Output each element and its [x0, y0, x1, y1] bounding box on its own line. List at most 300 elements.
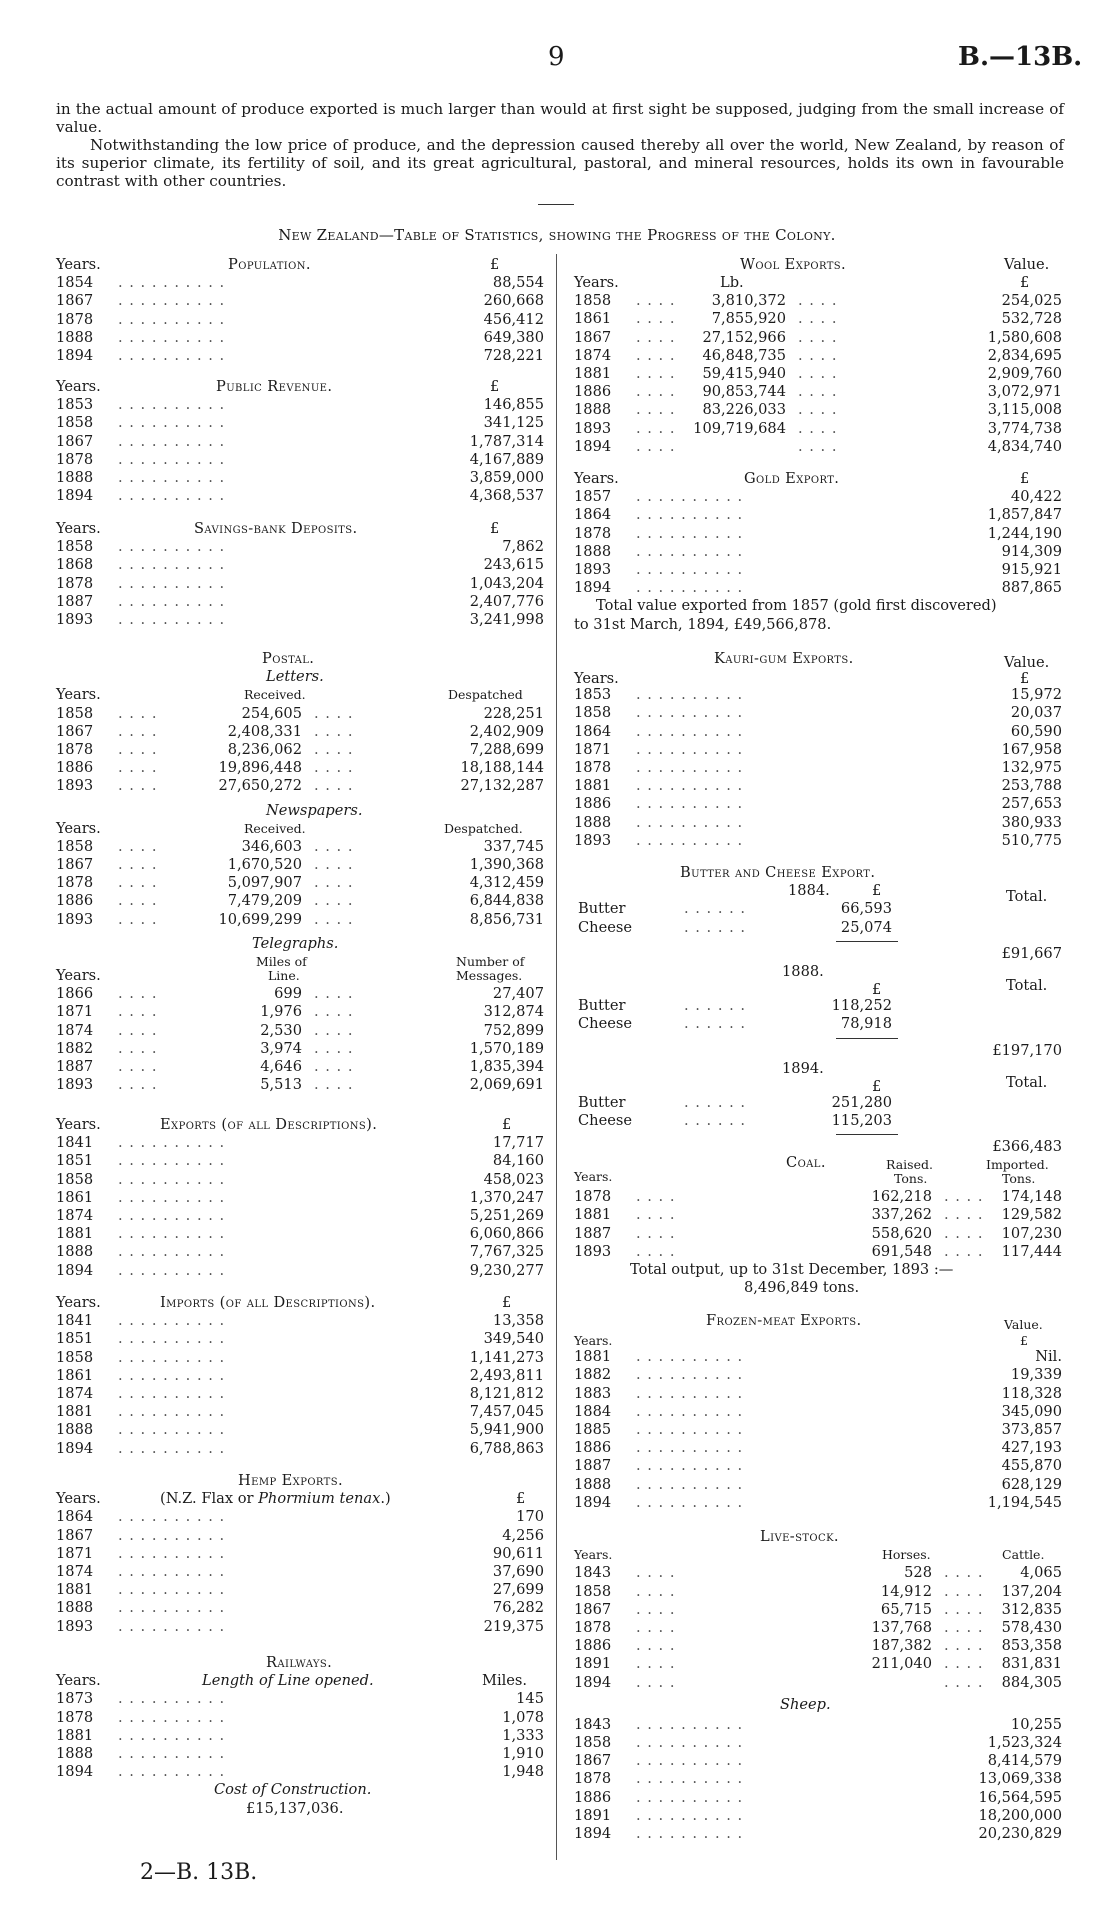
section-title: Butter and Cheese Export. — [680, 864, 876, 881]
leader-dots: . . . . . . . . . . — [636, 1770, 744, 1788]
year-cell: 1841 — [56, 1312, 94, 1330]
leader-dots: . . . . . . . . . . — [118, 1581, 226, 1599]
first-value-cell: 10,699,299 — [218, 910, 302, 928]
first-value-cell: 699 — [274, 985, 302, 1003]
total-row — [574, 1034, 1062, 1059]
table-row — [574, 1583, 1062, 1601]
value-cell: 649,380 — [483, 328, 544, 346]
value-cell: 243,615 — [483, 556, 544, 574]
years-label: Years. — [56, 819, 101, 837]
leader-dots: . . . . . . . . . . — [118, 468, 226, 486]
group-year: 1894. — [782, 1059, 824, 1077]
value-cell: 1,244,190 — [987, 524, 1062, 542]
year-cell: 1881 — [56, 1581, 94, 1599]
first-value-cell: 211,040 — [871, 1655, 932, 1673]
year-cell: 1871 — [56, 1544, 94, 1562]
leader-dots: . . . . . . . . . . — [636, 1493, 744, 1511]
year-cell: 1878 — [56, 450, 94, 468]
leader-dots: . . . . — [314, 892, 354, 910]
year-cell: 1887 — [574, 1457, 612, 1475]
second-value-cell: 6,844,838 — [469, 892, 544, 910]
value-cell: 15,972 — [1010, 686, 1062, 704]
unit-label: £ — [502, 1294, 512, 1311]
first-value-cell: 691,548 — [871, 1242, 932, 1260]
year-cell: 1858 — [56, 704, 94, 722]
year-cell: 1874 — [56, 1021, 94, 1039]
year-cell: 1883 — [574, 1384, 612, 1402]
second-value-cell: 137,204 — [1001, 1582, 1062, 1600]
table-row — [574, 1716, 1062, 1734]
leader-dots: . . . . . . . . . . — [636, 1384, 744, 1402]
year-cell: 1888 — [56, 1599, 94, 1617]
second-value-cell: 228,251 — [483, 704, 544, 722]
years-label: Years. — [574, 470, 619, 487]
group-header — [574, 963, 1062, 981]
hemp-rows — [56, 1508, 544, 1635]
value-cell: 456,412 — [483, 310, 544, 328]
value-label: Value. — [1004, 654, 1050, 671]
frozen-meat-subheader — [574, 1330, 1062, 1349]
newspapers-rows — [56, 838, 544, 929]
group-year: 1884. — [788, 882, 830, 900]
leader-dots: . . . . — [636, 383, 676, 401]
year-cell: 1882 — [574, 1366, 612, 1384]
value-cell: 1,194,545 — [987, 1493, 1062, 1511]
leader-dots: . . . . . . . . . . — [118, 414, 226, 432]
leader-dots: . . . . — [944, 1582, 984, 1600]
value-cell: 3,241,998 — [469, 610, 544, 628]
leader-dots: . . . . — [944, 1242, 984, 1260]
leader-dots: . . . . . . . . . . — [636, 488, 744, 506]
year-cell: 1888 — [574, 401, 612, 419]
table-row — [574, 1770, 1062, 1788]
section-header — [574, 470, 1062, 488]
leader-dots: . . . . . . . . . . — [118, 1544, 226, 1562]
year-cell: 1894 — [56, 1763, 94, 1781]
table-row — [574, 365, 1062, 383]
table-row — [56, 1581, 544, 1599]
table-row — [574, 1385, 1062, 1403]
leader-dots: . . . . — [944, 1600, 984, 1618]
total-row — [574, 1130, 1062, 1156]
section-title: Coal. — [786, 1154, 826, 1171]
messages-sub-label: Messages. — [456, 968, 523, 983]
total-rule — [836, 1134, 898, 1135]
first-value-cell: 65,715 — [880, 1600, 932, 1618]
first-value-cell: 83,226,033 — [702, 401, 786, 419]
value-cell: 1,333 — [502, 1726, 544, 1744]
table-row — [574, 741, 1062, 759]
table-row — [56, 1207, 544, 1225]
table-row — [574, 488, 1062, 506]
table-row — [574, 1476, 1062, 1494]
leader-dots: . . . . — [118, 1003, 158, 1021]
year-cell: 1861 — [56, 1188, 94, 1206]
leader-dots: . . . . . . . . . . — [118, 1330, 226, 1348]
leader-dots: . . . . — [798, 310, 838, 328]
table-row — [574, 347, 1062, 365]
leader-dots: . . . . . . . . . . — [636, 704, 744, 722]
value-cell: 345,090 — [1001, 1402, 1062, 1420]
table-row — [574, 1206, 1062, 1224]
messages-label: Number of — [456, 954, 525, 969]
leader-dots: . . . . . . . . . . — [636, 542, 744, 560]
unit-label: £ — [490, 378, 500, 395]
leader-dots: . . . . . . . . . . — [118, 1708, 226, 1726]
first-value-cell: 27,650,272 — [218, 777, 302, 795]
footer-reference: 2—B. 13B. — [140, 1860, 258, 1885]
year-cell: 1864 — [574, 722, 612, 740]
first-value-cell: 14,912 — [880, 1582, 932, 1600]
second-value-cell: 18,188,144 — [460, 759, 544, 777]
value-cell: 84,160 — [492, 1152, 544, 1170]
line-label: Line. — [268, 968, 300, 983]
table-row — [56, 469, 544, 487]
value-cell: 510,775 — [1001, 831, 1062, 849]
table-row — [56, 556, 544, 574]
leader-dots: . . . . — [118, 1021, 158, 1039]
year-cell: 1867 — [56, 722, 94, 740]
table-row — [574, 723, 1062, 741]
leader-dots: . . . . — [636, 437, 676, 455]
value-cell: 40,422 — [1010, 488, 1062, 506]
value-cell: 16,564,595 — [978, 1788, 1062, 1806]
year-cell: 1888 — [56, 1421, 94, 1439]
value-cell: 1,857,847 — [987, 506, 1062, 524]
hemp-subtitle-suffix: .) — [380, 1490, 391, 1508]
year-cell: 1878 — [56, 874, 94, 892]
first-value-cell: 337,262 — [871, 1206, 932, 1224]
year-cell: 1871 — [574, 740, 612, 758]
leader-dots: . . . . . . . . . . — [636, 1439, 744, 1457]
leader-dots: . . . . — [798, 401, 838, 419]
leader-dots: . . . . — [636, 1600, 676, 1618]
savings-bank-section — [56, 520, 544, 629]
year-cell: 1878 — [56, 1708, 94, 1726]
first-value-cell: 59,415,940 — [702, 364, 786, 382]
leader-dots: . . . . — [118, 837, 158, 855]
second-value-cell: 312,835 — [1001, 1600, 1062, 1618]
butter-cheese-groups — [574, 882, 1062, 1156]
year-cell: 1858 — [574, 1734, 612, 1752]
year-cell: 1894 — [56, 1261, 94, 1279]
leader-dots: . . . . . . . . . . — [118, 1206, 226, 1224]
kauri-rows — [574, 686, 1062, 850]
table-row — [56, 705, 544, 723]
table-row — [574, 1494, 1062, 1512]
cheese-label: Cheese — [578, 918, 632, 936]
value-cell: 5,251,269 — [469, 1206, 544, 1224]
leader-dots: . . . . . . . . . . — [118, 1403, 226, 1421]
year-cell: 1878 — [574, 758, 612, 776]
butter-row — [574, 997, 1062, 1015]
year-cell: 1858 — [56, 414, 94, 432]
table-row — [574, 401, 1062, 419]
table-row — [574, 1601, 1062, 1619]
value-cell: 887,865 — [1001, 579, 1062, 597]
leader-dots: . . . . . . . . . . — [118, 1243, 226, 1261]
table-row — [574, 704, 1062, 722]
leader-dots: . . . . . . . . . . — [118, 1617, 226, 1635]
leader-dots: . . . . — [944, 1206, 984, 1224]
leader-dots: . . . . . . . . . . — [118, 1170, 226, 1188]
table-row — [574, 1188, 1062, 1206]
first-value-cell: 254,605 — [241, 704, 302, 722]
butter-value: 251,280 — [831, 1093, 892, 1111]
leader-dots: . . . . — [314, 856, 354, 874]
butter-value: 118,252 — [831, 997, 892, 1015]
leader-dots: . . . . — [314, 837, 354, 855]
value-cell: 6,060,866 — [469, 1225, 544, 1243]
table-row — [574, 1564, 1062, 1582]
years-label: Years. — [56, 520, 101, 537]
leader-dots: . . . . . . . . . . — [636, 1420, 744, 1438]
unit-label: £ — [872, 1077, 882, 1095]
second-value-cell: 532,728 — [1001, 310, 1062, 328]
first-value-cell: 558,620 — [871, 1224, 932, 1242]
value-cell: 37,690 — [492, 1562, 544, 1580]
section-title: Public Revenue. — [216, 378, 333, 395]
leader-dots: . . . . . . . . . . — [636, 1457, 744, 1475]
hemp-subtitle — [160, 1490, 391, 1508]
kauri-section — [574, 650, 1062, 850]
value-cell: 341,125 — [483, 414, 544, 432]
year-cell: 1864 — [56, 1508, 94, 1526]
year-cell: 1874 — [574, 346, 612, 364]
year-cell: 1867 — [56, 292, 94, 310]
leader-dots: . . . . — [636, 1206, 676, 1224]
miles-label: Miles of — [256, 954, 307, 969]
sheep-subtitle: Sheep. — [780, 1695, 831, 1713]
table-row — [56, 1563, 544, 1581]
letters-subtitle: Letters. — [266, 668, 324, 686]
table-row — [574, 543, 1062, 561]
leader-dots: . . . . — [636, 364, 676, 382]
unit-label: £ — [1020, 274, 1030, 292]
years-label: Years. — [56, 686, 101, 704]
leader-dots: . . . . — [118, 1057, 158, 1075]
leader-dots: . . . . . . . . . . — [636, 1734, 744, 1752]
leader-dots: . . . . . . . . . . — [636, 1402, 744, 1420]
years-label: Years. — [56, 378, 101, 395]
section-title: Hemp Exports. — [238, 1472, 344, 1489]
second-value-cell: 884,305 — [1001, 1673, 1062, 1691]
second-value-cell: 4,834,740 — [987, 437, 1062, 455]
table-row — [574, 759, 1062, 777]
leader-dots: . . . . — [944, 1655, 984, 1673]
year-cell: 1893 — [574, 419, 612, 437]
table-row — [574, 1734, 1062, 1752]
public-revenue-section — [56, 378, 544, 505]
group-year: 1888. — [782, 962, 824, 980]
leader-dots: . . . . . . . . . . — [636, 777, 744, 795]
wool-subheader — [574, 274, 1062, 292]
year-cell: 1888 — [56, 1744, 94, 1762]
leader-dots: . . . . . . . . . . — [636, 524, 744, 542]
livestock-section — [574, 1528, 1062, 1843]
livestock-header — [574, 1546, 1062, 1564]
value-cell: Nil. — [1035, 1348, 1062, 1366]
cheese-label: Cheese — [578, 1112, 632, 1130]
table-row — [56, 1189, 544, 1207]
year-cell: 1867 — [574, 328, 612, 346]
year-cell: 1853 — [56, 396, 94, 414]
value-cell: 4,256 — [502, 1526, 544, 1544]
total-row — [574, 937, 1062, 962]
wool-rows — [574, 292, 1062, 456]
leader-dots: . . . . . . . . . . — [118, 556, 226, 574]
year-cell: 1854 — [56, 274, 94, 292]
unit-label: £ — [872, 981, 882, 999]
unit-label: £ — [872, 882, 882, 900]
table-row — [56, 1152, 544, 1170]
frozen-meat-section — [574, 1312, 1062, 1512]
second-value-cell: 27,132,287 — [460, 777, 544, 795]
leader-dots: . . . . — [798, 419, 838, 437]
table-row — [56, 1022, 544, 1040]
leader-dots: . . . . — [118, 910, 158, 928]
value-cell: 349,540 — [483, 1330, 544, 1348]
table-row — [574, 795, 1062, 813]
gold-note-2: to 31st March, 1894, £49,566,878. — [574, 615, 832, 633]
leader-dots: . . . . — [636, 346, 676, 364]
table-row — [56, 777, 544, 795]
received-label: Received. — [244, 820, 306, 836]
table-row — [56, 892, 544, 910]
value-cell: 17,717 — [492, 1134, 544, 1152]
year-cell: 1853 — [574, 686, 612, 704]
value-cell: 2,493,811 — [469, 1366, 544, 1384]
year-cell: 1858 — [56, 1170, 94, 1188]
year-cell: 1888 — [56, 328, 94, 346]
second-value-cell: 8,856,731 — [469, 910, 544, 928]
leader-dots: . . . . . . . . . . — [636, 758, 744, 776]
table-row — [574, 383, 1062, 401]
table-row — [56, 1171, 544, 1189]
table-row — [56, 985, 544, 1003]
section-title: Exports (of all Descriptions). — [160, 1116, 378, 1133]
leader-dots: . . . . — [118, 985, 158, 1003]
value-cell: 132,975 — [1001, 758, 1062, 776]
table-row — [56, 856, 544, 874]
year-cell: 1841 — [56, 1134, 94, 1152]
year-cell: 1888 — [56, 1243, 94, 1261]
year-cell: 1886 — [574, 1788, 612, 1806]
horses-label: Horses. — [882, 1547, 931, 1563]
value-cell: 728,221 — [483, 346, 544, 364]
section-title: Savings-bank Deposits. — [194, 520, 358, 537]
total-rule — [836, 1038, 898, 1039]
cheese-value: 115,203 — [831, 1112, 892, 1130]
section-header — [56, 378, 544, 396]
leader-dots: . . . . — [314, 1021, 354, 1039]
second-value-cell: 254,025 — [1001, 292, 1062, 310]
kauri-subheader — [574, 668, 1062, 688]
leader-dots: . . . . — [314, 1039, 354, 1057]
table-row — [56, 1040, 544, 1058]
value-cell: 1,948 — [502, 1763, 544, 1781]
year-cell: 1874 — [56, 1562, 94, 1580]
years-label: Years. — [574, 1333, 613, 1349]
leader-dots: . . . . — [314, 985, 354, 1003]
year-cell: 1861 — [56, 1366, 94, 1384]
year-cell: 1886 — [574, 1439, 612, 1457]
coal-subheader — [574, 1169, 1062, 1188]
second-value-cell: 337,745 — [483, 837, 544, 855]
leader-dots: . . . . . . . . . . — [636, 722, 744, 740]
leader-dots: . . . . . . . . . . — [636, 560, 744, 578]
leader-dots: . . . . — [636, 1242, 676, 1260]
table-row — [56, 611, 544, 629]
raised-unit: Tons. — [894, 1171, 928, 1187]
leader-dots: . . . . . . . . . . — [118, 1261, 226, 1279]
table-row — [574, 814, 1062, 832]
first-value-cell: 46,848,735 — [702, 346, 786, 364]
leader-dots: . . . . . . . . . . — [118, 1225, 226, 1243]
telegraphs-subtitle: Telegraphs. — [252, 934, 339, 952]
value-cell: 60,590 — [1010, 722, 1062, 740]
table-row — [56, 1508, 544, 1526]
table-row — [56, 396, 544, 414]
table-row — [56, 1618, 544, 1636]
year-cell: 1893 — [574, 1242, 612, 1260]
table-row — [56, 292, 544, 310]
savings-bank-rows — [56, 538, 544, 629]
leader-dots: . . . . . . . . . . — [636, 740, 744, 758]
second-value-cell: 3,115,008 — [987, 401, 1062, 419]
second-value-cell: 312,874 — [483, 1003, 544, 1021]
table-row — [56, 1134, 544, 1152]
received-label: Received. — [244, 687, 306, 703]
leader-dots: . . . . — [118, 759, 158, 777]
year-cell: 1857 — [574, 488, 612, 506]
first-value-cell: 19,896,448 — [218, 759, 302, 777]
imported-unit: Tons. — [1002, 1171, 1036, 1187]
value-cell: 145 — [516, 1690, 544, 1708]
second-value-cell: 2,069,691 — [469, 1076, 544, 1094]
value-cell: 10,255 — [1010, 1715, 1062, 1733]
value-cell: 914,309 — [1001, 542, 1062, 560]
leader-dots: . . . . . . . . . . — [118, 1152, 226, 1170]
leader-dots: . . . . . . — [684, 1093, 747, 1111]
year-cell: 1858 — [574, 704, 612, 722]
leader-dots: . . . . . . . . . . — [636, 795, 744, 813]
leader-dots: . . . . . . . . . . — [118, 450, 226, 468]
telegraphs-rows — [56, 985, 544, 1094]
table-row — [574, 310, 1062, 328]
cheese-value: 25,074 — [840, 918, 892, 936]
years-label: Years. — [56, 967, 101, 984]
value-cell: 170 — [516, 1508, 544, 1526]
leader-dots: . . . . . . . . . . — [118, 1763, 226, 1781]
leader-dots: . . . . . . . . . . — [118, 1599, 226, 1617]
newspapers-subtitle: Newspapers. — [266, 801, 363, 819]
population-section — [56, 256, 544, 365]
leader-dots: . . . . . . . . . . — [636, 1348, 744, 1366]
year-cell: 1867 — [574, 1600, 612, 1618]
year-cell: 1891 — [574, 1806, 612, 1824]
leader-dots: . . . . . . . . . . — [118, 292, 226, 310]
years-label: Years. — [56, 1116, 101, 1133]
table-row — [56, 1745, 544, 1763]
leader-dots: . . . . — [118, 892, 158, 910]
table-row — [574, 1752, 1062, 1770]
table-row — [56, 1763, 544, 1781]
value-cell: 7,457,045 — [469, 1403, 544, 1421]
year-cell: 1867 — [56, 856, 94, 874]
year-cell: 1886 — [574, 795, 612, 813]
cheese-value: 78,918 — [840, 1015, 892, 1033]
